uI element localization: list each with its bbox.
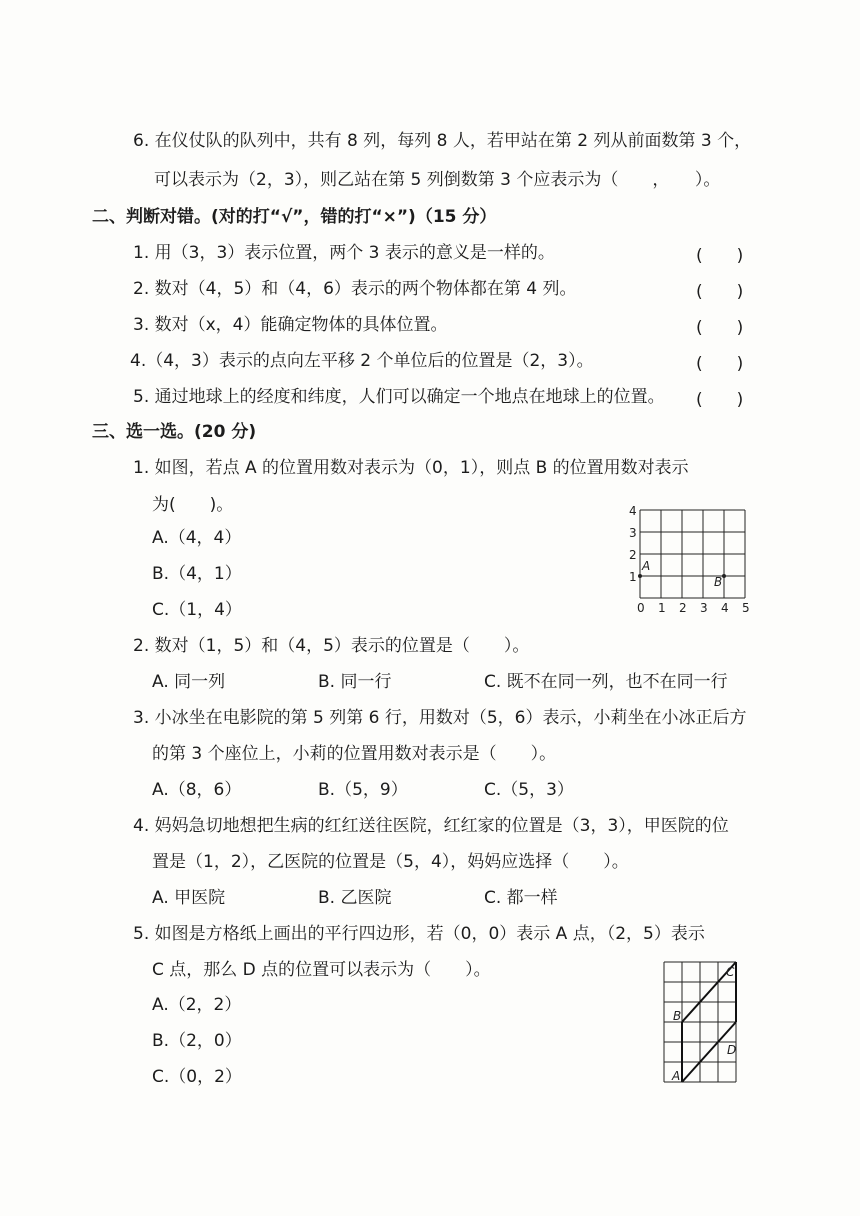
mc-q3-line1: 3. 小冰坐在电影院的第 5 列第 6 行，用数对（5，6）表示，小莉坐在小冰正后方 [133, 708, 747, 728]
mc-q5-line1: 5. 如图是方格纸上画出的平行四边形，若（0，0）表示 A 点，（2，5）表示 [133, 924, 705, 944]
q6-line2: 可以表示为（2，3），则乙站在第 5 列倒数第 3 个应表示为（ ， ）。 [154, 170, 721, 190]
judge-item-4: 4.（4，3）表示的点向左平移 2 个单位后的位置是（2，3）。 [130, 351, 594, 371]
mc-q3-option-b[interactable]: B.（5，9） [318, 780, 408, 800]
answer-blank-3[interactable]: ( ) [696, 318, 744, 338]
vertex-d-label: D [727, 1043, 737, 1057]
mc-q3-option-c[interactable]: C.（5，3） [484, 780, 574, 800]
section2-title: 二、判断对错。(对的打“√”，错的打“×”)（15 分） [92, 207, 497, 227]
judge-item-2: 2. 数对（4，5）和（4，6）表示的两个物体都在第 4 列。 [133, 279, 577, 299]
x-tick-3: 3 [700, 601, 708, 615]
mc-q4-option-c[interactable]: C. 都一样 [484, 888, 558, 908]
y-tick-4: 4 [629, 504, 637, 518]
point-a-dot [638, 574, 642, 578]
mc-q5-option-a[interactable]: A.（2，2） [152, 995, 242, 1015]
judge-item-3: 3. 数对（x，4）能确定物体的具体位置。 [133, 315, 448, 335]
coordinate-grid-figure [620, 500, 760, 616]
mc-q3-option-a[interactable]: A.（8，6） [152, 780, 242, 800]
point-b-dot [722, 574, 726, 578]
mc-q2-option-a[interactable]: A. 同一列 [152, 672, 226, 692]
y-tick-1: 1 [629, 570, 637, 584]
vertex-b-label: B [673, 1009, 682, 1023]
parallelogram-grid-figure [658, 956, 754, 1086]
point-b-label: B [714, 575, 723, 589]
answer-blank-4[interactable]: ( ) [696, 354, 744, 374]
x-tick-5: 5 [742, 601, 750, 615]
answer-blank-5[interactable]: ( ) [696, 390, 744, 410]
judge-item-1: 1. 用（3，3）表示位置，两个 3 表示的意义是一样的。 [133, 243, 555, 263]
y-tick-3: 3 [629, 526, 637, 540]
mc-q1-option-c[interactable]: C.（1，4） [152, 600, 242, 620]
q6-line1: 6. 在仪仗队的队列中，共有 8 列，每列 8 人，若甲站在第 2 列从前面数第 3 个， [133, 131, 752, 151]
section3-title: 三、选一选。(20 分) [92, 422, 257, 442]
vertex-c-label: C [726, 965, 735, 979]
mc-q1-line2: 为( )。 [152, 495, 234, 515]
mc-q4-option-a[interactable]: A. 甲医院 [152, 888, 226, 908]
mc-q5-option-b[interactable]: B.（2，0） [152, 1031, 242, 1051]
y-tick-2: 2 [629, 548, 637, 562]
x-tick-4: 4 [721, 601, 729, 615]
mc-q2-option-b[interactable]: B. 同一行 [318, 672, 392, 692]
vertex-a-label: A [672, 1069, 681, 1083]
mc-q4-line1: 4. 妈妈急切地想把生病的红红送往医院，红红家的位置是（3，3），甲医院的位 [133, 816, 729, 836]
mc-q5-line2: C 点，那么 D 点的位置可以表示为（ ）。 [152, 960, 491, 980]
mc-q1-option-a[interactable]: A.（4，4） [152, 528, 242, 548]
mc-q2-stem: 2. 数对（1，5）和（4，5）表示的位置是（ ）。 [133, 636, 530, 656]
mc-q1-line1: 1. 如图，若点 A 的位置用数对表示为（0，1），则点 B 的位置用数对表示 [133, 458, 689, 478]
x-tick-2: 2 [679, 601, 687, 615]
mc-q4-option-b[interactable]: B. 乙医院 [318, 888, 392, 908]
answer-blank-1[interactable]: ( ) [696, 246, 744, 266]
point-a-label: A [642, 559, 651, 573]
mc-q1-option-b[interactable]: B.（4，1） [152, 564, 242, 584]
judge-item-5: 5. 通过地球上的经度和纬度，人们可以确定一个地点在地球上的位置。 [133, 387, 665, 407]
mc-q5-option-c[interactable]: C.（0，2） [152, 1067, 242, 1087]
answer-blank-2[interactable]: ( ) [696, 282, 744, 302]
x-tick-1: 1 [658, 601, 666, 615]
x-tick-0: 0 [637, 601, 645, 615]
mc-q2-option-c[interactable]: C. 既不在同一列，也不在同一行 [484, 672, 728, 692]
mc-q4-line2: 置是（1，2），乙医院的位置是（5，4），妈妈应选择（ ）。 [152, 852, 629, 872]
mc-q3-line2: 的第 3 个座位上，小莉的位置用数对表示是（ ）。 [152, 744, 557, 764]
